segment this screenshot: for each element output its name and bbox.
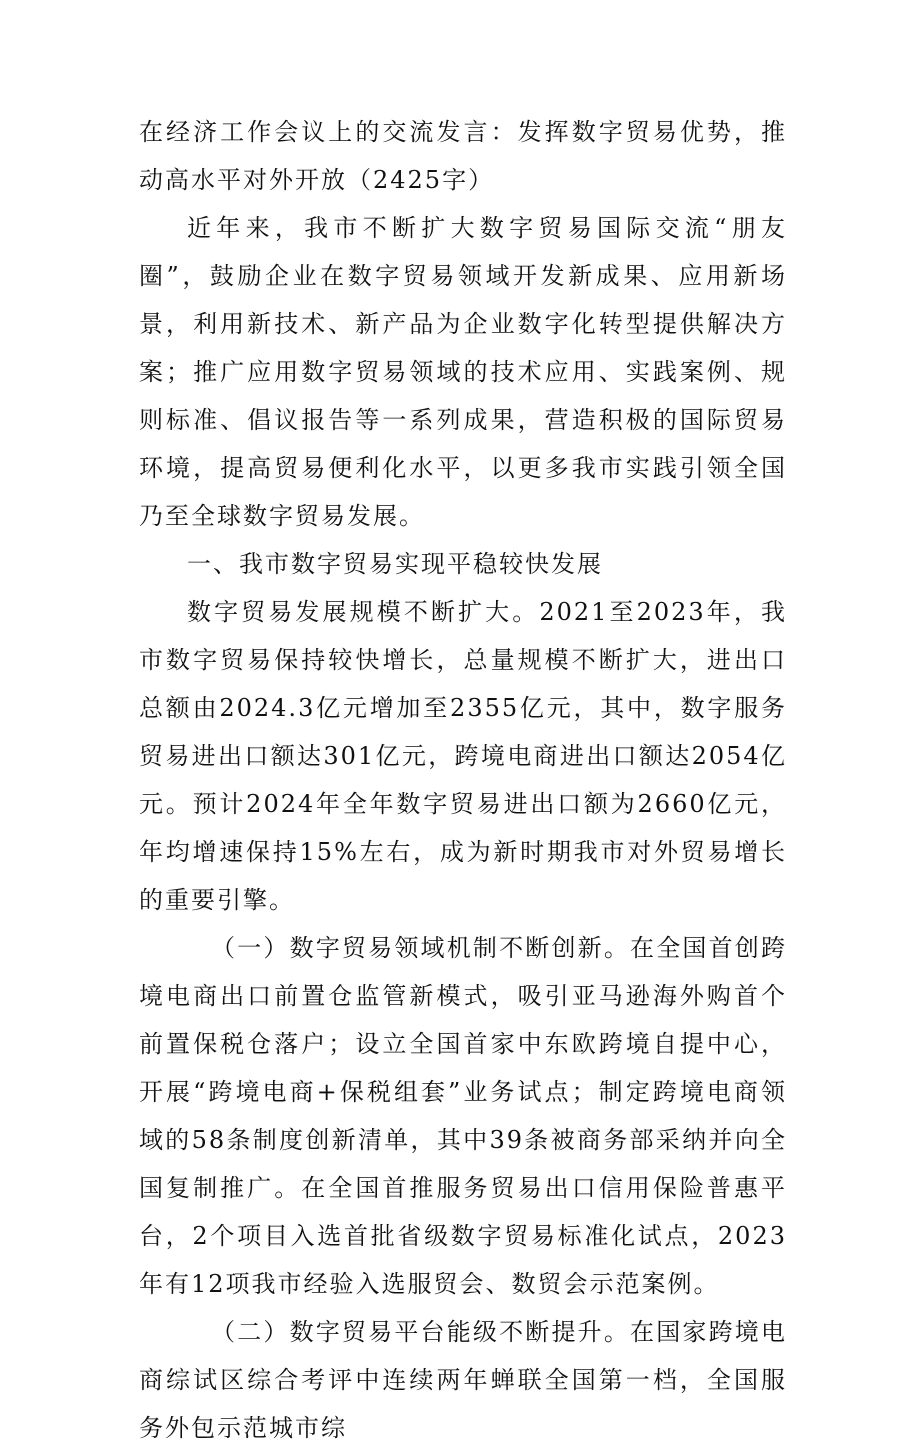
intro-paragraph: 近年来，我市不断扩大数字贸易国际交流“朋友圈”，鼓励企业在数字贸易领域开发新成果、应用新场景，利用新技术、新产品为企业数字化转型提供解决方案；推广应用数字贸易领域的技术应用、实践案例、规则标准、倡议报告等一系列成果，营造积极的国际贸易环境，提高贸易便利化水平，以更多我市实践引领全国乃至全球数字贸易发展。: [139, 214, 787, 530]
section-heading-1: 一、我市数字贸易实现平稳较快发展: [187, 550, 603, 578]
document-body: [139, 108, 787, 1452]
subsection-paragraph-2: （二）数字贸易平台能级不断提升。在国家跨境电商综试区综合考评中连续两年蝉联全国第一档，全国服务外包示范城市综: [139, 1318, 787, 1442]
body-paragraph-scale: 数字贸易发展规模不断扩大。2021至2023年，我市数字贸易保持较快增长，总量规模不断扩大，进出口总额由2024.3亿元增加至2355亿元，其中，数字服务贸易进出口额达301亿元，跨境电商进出口额达2054亿元。预计2024年全年数字贸易进出口额为2660亿元，年均增速保持15%左右，成为新时期我市对外贸易增长的重要引擎。: [139, 598, 787, 914]
subsection-paragraph-1: （一）数字贸易领域机制不断创新。在全国首创跨境电商出口前置仓监管新模式，吸引亚马逊海外购首个前置保税仓落户；设立全国首家中东欧跨境自提中心，开展“跨境电商+保税组套”业务试点；制定跨境电商领域的58条制度创新清单，其中39条被商务部采纳并向全国复制推广。在全国首推服务贸易出口信用保险普惠平台，2个项目入选首批省级数字贸易标准化试点，2023年有12项我市经验入选服贸会、数贸会示范案例。: [139, 934, 787, 1298]
document-title: 在经济工作会议上的交流发言：发挥数字贸易优势，推动高水平对外开放（2425字）: [139, 118, 787, 194]
